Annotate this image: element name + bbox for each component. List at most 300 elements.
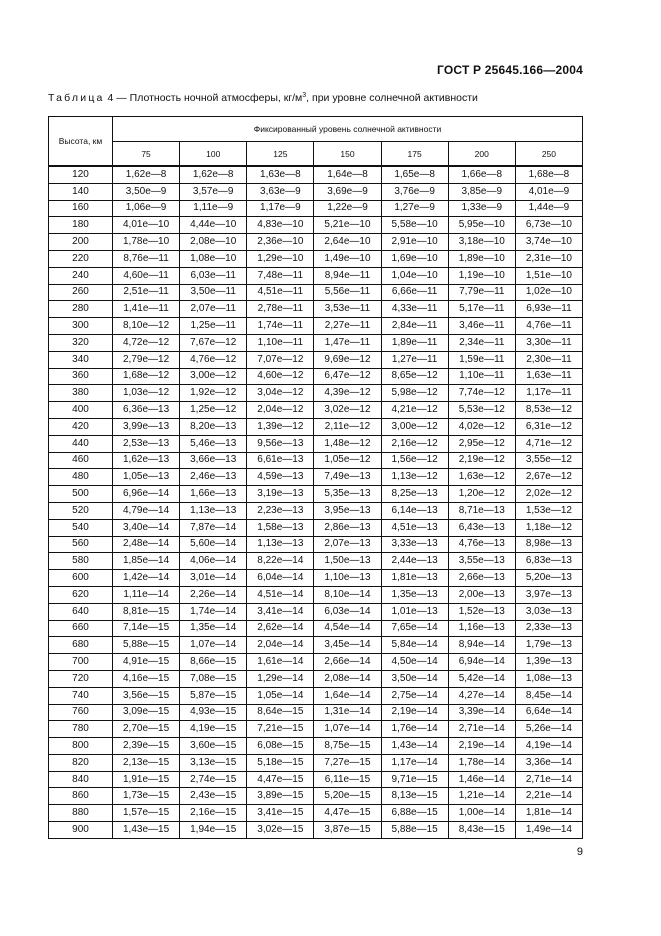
altitude-cell: 680 bbox=[49, 637, 113, 654]
density-cell: 6,43e—13 bbox=[448, 519, 515, 536]
density-cell: 3,03e—13 bbox=[515, 603, 582, 620]
density-cell: 6,04e—14 bbox=[247, 570, 314, 587]
density-cell: 1,17e—14 bbox=[381, 754, 448, 771]
density-cell: 3,60e—15 bbox=[180, 738, 247, 755]
altitude-cell: 360 bbox=[49, 368, 113, 385]
density-cell: 5,26e—14 bbox=[515, 721, 582, 738]
density-cell: 8,81e—15 bbox=[113, 603, 180, 620]
density-cell: 3,19e—13 bbox=[247, 486, 314, 503]
density-cell: 2,30e—11 bbox=[515, 351, 582, 368]
table-row bbox=[49, 402, 583, 419]
density-cell: 1,19e—10 bbox=[448, 267, 515, 284]
density-cell: 2,27e—11 bbox=[314, 318, 381, 335]
altitude-cell: 780 bbox=[49, 721, 113, 738]
density-cell: 4,01e—10 bbox=[113, 217, 180, 234]
solar-level-header: 125 bbox=[247, 142, 314, 167]
density-cell: 8,45e—14 bbox=[515, 687, 582, 704]
density-cell: 3,74e—10 bbox=[515, 234, 582, 251]
density-cell: 6,94e—14 bbox=[448, 654, 515, 671]
density-cell: 1,05e—13 bbox=[113, 469, 180, 486]
table-row bbox=[49, 385, 583, 402]
density-cell: 1,13e—13 bbox=[247, 536, 314, 553]
density-cell: 1,35e—13 bbox=[381, 586, 448, 603]
density-cell: 1,31e—14 bbox=[314, 704, 381, 721]
density-table bbox=[48, 116, 583, 839]
density-cell: 6,96e—14 bbox=[113, 486, 180, 503]
density-cell: 1,76e—14 bbox=[381, 721, 448, 738]
density-cell: 3,50e—14 bbox=[381, 670, 448, 687]
table-row bbox=[49, 452, 583, 469]
density-cell: 3,99e—13 bbox=[113, 418, 180, 435]
density-cell: 8,75e—15 bbox=[314, 738, 381, 755]
density-cell: 1,29e—14 bbox=[247, 670, 314, 687]
density-cell: 3,41e—15 bbox=[247, 805, 314, 822]
density-cell: 1,05e—14 bbox=[247, 687, 314, 704]
density-cell: 1,49e—14 bbox=[515, 822, 582, 839]
density-cell: 7,49e—13 bbox=[314, 469, 381, 486]
density-cell: 3,85e—9 bbox=[448, 183, 515, 200]
density-cell: 7,21e—15 bbox=[247, 721, 314, 738]
density-cell: 1,43e—15 bbox=[113, 822, 180, 839]
density-cell: 6,73e—10 bbox=[515, 217, 582, 234]
density-cell: 8,98e—13 bbox=[515, 536, 582, 553]
density-cell: 2,75e—14 bbox=[381, 687, 448, 704]
density-cell: 1,61e—14 bbox=[247, 654, 314, 671]
density-cell: 1,89e—10 bbox=[448, 250, 515, 267]
table-row bbox=[49, 519, 583, 536]
table-row bbox=[49, 351, 583, 368]
altitude-cell: 160 bbox=[49, 200, 113, 217]
density-cell: 5,56e—11 bbox=[314, 284, 381, 301]
density-cell: 1,63e—12 bbox=[448, 469, 515, 486]
density-cell: 1,22e—9 bbox=[314, 200, 381, 217]
density-cell: 5,42e—14 bbox=[448, 670, 515, 687]
density-cell: 5,18e—15 bbox=[247, 754, 314, 771]
solar-activity-group-header: Фиксированный уровень солнечной активности bbox=[113, 117, 583, 142]
table-row bbox=[49, 166, 583, 183]
density-cell: 3,04e—12 bbox=[247, 385, 314, 402]
caption-number: 4 bbox=[107, 92, 114, 104]
density-cell: 4,44e—10 bbox=[180, 217, 247, 234]
density-cell: 1,46e—14 bbox=[448, 771, 515, 788]
altitude-cell: 320 bbox=[49, 334, 113, 351]
density-cell: 1,66e—13 bbox=[180, 486, 247, 503]
table-row bbox=[49, 788, 583, 805]
table-row bbox=[49, 553, 583, 570]
density-cell: 1,63e—11 bbox=[515, 368, 582, 385]
density-cell: 2,16e—12 bbox=[381, 435, 448, 452]
table-row bbox=[49, 687, 583, 704]
altitude-cell: 480 bbox=[49, 469, 113, 486]
density-cell: 5,17e—11 bbox=[448, 301, 515, 318]
density-cell: 1,39e—13 bbox=[515, 654, 582, 671]
density-cell: 5,58e—10 bbox=[381, 217, 448, 234]
density-cell: 3,56e—15 bbox=[113, 687, 180, 704]
density-cell: 4,54e—14 bbox=[314, 620, 381, 637]
density-cell: 3,39e—14 bbox=[448, 704, 515, 721]
density-cell: 2,21e—14 bbox=[515, 788, 582, 805]
density-cell: 1,79e—13 bbox=[515, 637, 582, 654]
altitude-cell: 380 bbox=[49, 385, 113, 402]
density-cell: 5,20e—15 bbox=[314, 788, 381, 805]
altitude-cell: 260 bbox=[49, 284, 113, 301]
density-cell: 2,02e—12 bbox=[515, 486, 582, 503]
density-cell: 3,50e—11 bbox=[180, 284, 247, 301]
density-cell: 8,13e—15 bbox=[381, 788, 448, 805]
density-cell: 2,33e—13 bbox=[515, 620, 582, 637]
density-cell: 8,10e—14 bbox=[314, 586, 381, 603]
density-cell: 1,48e—12 bbox=[314, 435, 381, 452]
density-cell: 3,40e—14 bbox=[113, 519, 180, 536]
density-cell: 1,89e—11 bbox=[381, 334, 448, 351]
altitude-cell: 840 bbox=[49, 771, 113, 788]
density-cell: 4,59e—13 bbox=[247, 469, 314, 486]
density-cell: 4,91e—15 bbox=[113, 654, 180, 671]
table-row bbox=[49, 502, 583, 519]
density-cell: 6,36e—13 bbox=[113, 402, 180, 419]
density-cell: 4,51e—14 bbox=[247, 586, 314, 603]
density-cell: 2,71e—14 bbox=[515, 771, 582, 788]
density-cell: 1,52e—13 bbox=[448, 603, 515, 620]
density-cell: 2,66e—13 bbox=[448, 570, 515, 587]
density-cell: 1,00e—14 bbox=[448, 805, 515, 822]
density-cell: 1,10e—13 bbox=[314, 570, 381, 587]
altitude-cell: 580 bbox=[49, 553, 113, 570]
density-cell: 2,74e—15 bbox=[180, 771, 247, 788]
density-cell: 4,21e—12 bbox=[381, 402, 448, 419]
density-cell: 2,64e—10 bbox=[314, 234, 381, 251]
density-cell: 1,62e—8 bbox=[180, 166, 247, 183]
density-cell: 4,51e—13 bbox=[381, 519, 448, 536]
table-row bbox=[49, 721, 583, 738]
density-cell: 7,87e—14 bbox=[180, 519, 247, 536]
density-cell: 2,08e—14 bbox=[314, 670, 381, 687]
density-cell: 3,18e—10 bbox=[448, 234, 515, 251]
density-cell: 2,13e—15 bbox=[113, 754, 180, 771]
density-cell: 1,18e—12 bbox=[515, 519, 582, 536]
density-cell: 2,08e—10 bbox=[180, 234, 247, 251]
density-cell: 2,07e—11 bbox=[180, 301, 247, 318]
density-cell: 2,00e—13 bbox=[448, 586, 515, 603]
density-cell: 3,46e—11 bbox=[448, 318, 515, 335]
table-row bbox=[49, 301, 583, 318]
density-cell: 1,10e—11 bbox=[448, 368, 515, 385]
density-cell: 2,19e—12 bbox=[448, 452, 515, 469]
table-row bbox=[49, 200, 583, 217]
table-row bbox=[49, 620, 583, 637]
density-cell: 1,27e—9 bbox=[381, 200, 448, 217]
density-cell: 7,07e—12 bbox=[247, 351, 314, 368]
density-cell: 1,92e—12 bbox=[180, 385, 247, 402]
altitude-cell: 200 bbox=[49, 234, 113, 251]
density-cell: 3,13e—15 bbox=[180, 754, 247, 771]
table-row bbox=[49, 250, 583, 267]
density-cell: 3,50e—9 bbox=[113, 183, 180, 200]
solar-level-header: 75 bbox=[113, 142, 180, 167]
density-cell: 1,02e—10 bbox=[515, 284, 582, 301]
density-cell: 2,46e—13 bbox=[180, 469, 247, 486]
density-cell: 3,09e—15 bbox=[113, 704, 180, 721]
density-cell: 1,81e—14 bbox=[515, 805, 582, 822]
density-cell: 5,53e—12 bbox=[448, 402, 515, 419]
density-cell: 1,85e—14 bbox=[113, 553, 180, 570]
density-cell: 1,65e—8 bbox=[381, 166, 448, 183]
density-cell: 2,51e—11 bbox=[113, 284, 180, 301]
table-row bbox=[49, 318, 583, 335]
density-cell: 1,29e—10 bbox=[247, 250, 314, 267]
density-cell: 2,95e—12 bbox=[448, 435, 515, 452]
density-cell: 6,31e—12 bbox=[515, 418, 582, 435]
table-row bbox=[49, 435, 583, 452]
table-row bbox=[49, 469, 583, 486]
density-cell: 1,20e—12 bbox=[448, 486, 515, 503]
density-cell: 3,45e—14 bbox=[314, 637, 381, 654]
altitude-cell: 820 bbox=[49, 754, 113, 771]
density-cell: 3,97e—13 bbox=[515, 586, 582, 603]
density-cell: 1,62e—8 bbox=[113, 166, 180, 183]
density-cell: 6,64e—14 bbox=[515, 704, 582, 721]
density-cell: 8,66e—15 bbox=[180, 654, 247, 671]
density-cell: 1,35e—14 bbox=[180, 620, 247, 637]
density-cell: 8,25e—13 bbox=[381, 486, 448, 503]
density-cell: 6,66e—11 bbox=[381, 284, 448, 301]
solar-level-header: 250 bbox=[515, 142, 582, 167]
density-cell: 3,00e—12 bbox=[180, 368, 247, 385]
table-row bbox=[49, 704, 583, 721]
density-cell: 2,66e—14 bbox=[314, 654, 381, 671]
density-cell: 4,60e—11 bbox=[113, 267, 180, 284]
density-cell: 1,07e—14 bbox=[180, 637, 247, 654]
density-cell: 2,44e—13 bbox=[381, 553, 448, 570]
altitude-cell: 720 bbox=[49, 670, 113, 687]
density-cell: 1,94e—15 bbox=[180, 822, 247, 839]
density-cell: 6,03e—11 bbox=[180, 267, 247, 284]
density-cell: 6,03e—14 bbox=[314, 603, 381, 620]
density-cell: 2,19e—14 bbox=[381, 704, 448, 721]
table-row bbox=[49, 570, 583, 587]
altitude-cell: 420 bbox=[49, 418, 113, 435]
density-cell: 7,14e—15 bbox=[113, 620, 180, 637]
density-cell: 4,93e—15 bbox=[180, 704, 247, 721]
density-cell: 4,19e—14 bbox=[515, 738, 582, 755]
density-cell: 1,04e—10 bbox=[381, 267, 448, 284]
solar-level-header: 100 bbox=[180, 142, 247, 167]
density-cell: 2,36e—10 bbox=[247, 234, 314, 251]
density-cell: 1,06e—9 bbox=[113, 200, 180, 217]
density-cell: 2,86e—13 bbox=[314, 519, 381, 536]
altitude-cell: 140 bbox=[49, 183, 113, 200]
density-cell: 4,83e—10 bbox=[247, 217, 314, 234]
density-cell: 9,56e—13 bbox=[247, 435, 314, 452]
altitude-cell: 620 bbox=[49, 586, 113, 603]
table-row bbox=[49, 334, 583, 351]
density-cell: 1,69e—10 bbox=[381, 250, 448, 267]
density-cell: 5,88e—15 bbox=[381, 822, 448, 839]
density-cell: 1,62e—13 bbox=[113, 452, 180, 469]
density-cell: 9,69e—12 bbox=[314, 351, 381, 368]
density-cell: 3,36e—14 bbox=[515, 754, 582, 771]
density-cell: 1,33e—9 bbox=[448, 200, 515, 217]
altitude-cell: 660 bbox=[49, 620, 113, 637]
density-cell: 1,91e—15 bbox=[113, 771, 180, 788]
density-cell: 8,71e—13 bbox=[448, 502, 515, 519]
density-cell: 2,62e—14 bbox=[247, 620, 314, 637]
density-cell: 4,16e—15 bbox=[113, 670, 180, 687]
altitude-cell: 500 bbox=[49, 486, 113, 503]
density-cell: 1,43e—14 bbox=[381, 738, 448, 755]
density-cell: 5,46e—13 bbox=[180, 435, 247, 452]
density-cell: 1,13e—13 bbox=[180, 502, 247, 519]
density-cell: 1,27e—11 bbox=[381, 351, 448, 368]
density-cell: 1,51e—10 bbox=[515, 267, 582, 284]
density-cell: 8,22e—14 bbox=[247, 553, 314, 570]
density-cell: 7,48e—11 bbox=[247, 267, 314, 284]
altitude-cell: 640 bbox=[49, 603, 113, 620]
density-cell: 6,14e—13 bbox=[381, 502, 448, 519]
density-cell: 8,94e—11 bbox=[314, 267, 381, 284]
density-cell: 1,17e—11 bbox=[515, 385, 582, 402]
density-cell: 4,27e—14 bbox=[448, 687, 515, 704]
density-cell: 4,72e—12 bbox=[113, 334, 180, 351]
density-cell: 6,88e—15 bbox=[381, 805, 448, 822]
caption-text: — Плотность ночной атмосферы, кг/м bbox=[116, 92, 303, 104]
density-cell: 1,50e—13 bbox=[314, 553, 381, 570]
density-cell: 2,79e—12 bbox=[113, 351, 180, 368]
density-cell: 1,03e—12 bbox=[113, 385, 180, 402]
density-cell: 5,98e—12 bbox=[381, 385, 448, 402]
density-cell: 1,53e—12 bbox=[515, 502, 582, 519]
density-cell: 1,73e—15 bbox=[113, 788, 180, 805]
density-cell: 2,07e—13 bbox=[314, 536, 381, 553]
density-cell: 1,11e—14 bbox=[113, 586, 180, 603]
density-cell: 1,78e—10 bbox=[113, 234, 180, 251]
table-row bbox=[49, 217, 583, 234]
altitude-cell: 280 bbox=[49, 301, 113, 318]
density-cell: 4,06e—14 bbox=[180, 553, 247, 570]
table-row bbox=[49, 654, 583, 671]
altitude-cell: 800 bbox=[49, 738, 113, 755]
density-cell: 2,26e—14 bbox=[180, 586, 247, 603]
density-cell: 6,61e—13 bbox=[247, 452, 314, 469]
density-cell: 1,13e—12 bbox=[381, 469, 448, 486]
table-row bbox=[49, 486, 583, 503]
density-cell: 3,63e—9 bbox=[247, 183, 314, 200]
density-cell: 3,33e—13 bbox=[381, 536, 448, 553]
density-cell: 3,01e—14 bbox=[180, 570, 247, 587]
altitude-cell: 340 bbox=[49, 351, 113, 368]
table-row bbox=[49, 738, 583, 755]
altitude-cell: 180 bbox=[49, 217, 113, 234]
table-row bbox=[49, 267, 583, 284]
altitude-cell: 520 bbox=[49, 502, 113, 519]
density-cell: 3,00e—12 bbox=[381, 418, 448, 435]
density-cell: 8,20e—13 bbox=[180, 418, 247, 435]
density-cell: 5,35e—13 bbox=[314, 486, 381, 503]
density-cell: 5,60e—14 bbox=[180, 536, 247, 553]
density-cell: 2,53e—13 bbox=[113, 435, 180, 452]
altitude-cell: 560 bbox=[49, 536, 113, 553]
density-cell: 2,70e—15 bbox=[113, 721, 180, 738]
density-cell: 1,74e—11 bbox=[247, 318, 314, 335]
density-cell: 6,11e—15 bbox=[314, 771, 381, 788]
density-cell: 4,33e—11 bbox=[381, 301, 448, 318]
density-cell: 1,49e—10 bbox=[314, 250, 381, 267]
density-cell: 3,41e—14 bbox=[247, 603, 314, 620]
density-cell: 1,42e—14 bbox=[113, 570, 180, 587]
density-cell: 6,93e—11 bbox=[515, 301, 582, 318]
density-cell: 2,48e—14 bbox=[113, 536, 180, 553]
density-cell: 1,01e—13 bbox=[381, 603, 448, 620]
density-cell: 4,76e—12 bbox=[180, 351, 247, 368]
table-row bbox=[49, 670, 583, 687]
density-cell: 1,59e—11 bbox=[448, 351, 515, 368]
density-cell: 1,63e—8 bbox=[247, 166, 314, 183]
density-cell: 2,84e—11 bbox=[381, 318, 448, 335]
density-cell: 3,89e—15 bbox=[247, 788, 314, 805]
density-cell: 1,41e—11 bbox=[113, 301, 180, 318]
density-cell: 1,17e—9 bbox=[247, 200, 314, 217]
density-cell: 5,87e—15 bbox=[180, 687, 247, 704]
density-cell: 2,43e—15 bbox=[180, 788, 247, 805]
table-row bbox=[49, 771, 583, 788]
density-cell: 1,16e—13 bbox=[448, 620, 515, 637]
density-cell: 1,08e—10 bbox=[180, 250, 247, 267]
density-cell: 1,68e—12 bbox=[113, 368, 180, 385]
density-cell: 3,53e—11 bbox=[314, 301, 381, 318]
density-cell: 1,64e—8 bbox=[314, 166, 381, 183]
density-cell: 2,39e—15 bbox=[113, 738, 180, 755]
density-cell: 3,02e—12 bbox=[314, 402, 381, 419]
altitude-cell: 600 bbox=[49, 570, 113, 587]
density-cell: 6,83e—13 bbox=[515, 553, 582, 570]
table-body bbox=[49, 166, 583, 838]
table-row bbox=[49, 183, 583, 200]
altitude-header: Высота, км bbox=[49, 117, 113, 167]
table-row bbox=[49, 805, 583, 822]
density-cell: 1,08e—13 bbox=[515, 670, 582, 687]
density-cell: 1,58e—13 bbox=[247, 519, 314, 536]
altitude-cell: 700 bbox=[49, 654, 113, 671]
density-cell: 2,34e—11 bbox=[448, 334, 515, 351]
density-cell: 5,95e—10 bbox=[448, 217, 515, 234]
density-cell: 5,88e—15 bbox=[113, 637, 180, 654]
density-cell: 5,84e—14 bbox=[381, 637, 448, 654]
density-cell: 1,07e—14 bbox=[314, 721, 381, 738]
document-code: ГОСТ Р 25645.166—2004 bbox=[437, 63, 583, 77]
density-cell: 2,19e—14 bbox=[448, 738, 515, 755]
density-cell: 7,79e—11 bbox=[448, 284, 515, 301]
solar-level-header: 175 bbox=[381, 142, 448, 167]
density-cell: 1,74e—14 bbox=[180, 603, 247, 620]
density-cell: 2,31e—10 bbox=[515, 250, 582, 267]
density-cell: 4,51e—11 bbox=[247, 284, 314, 301]
density-cell: 2,91e—10 bbox=[381, 234, 448, 251]
density-cell: 3,87e—15 bbox=[314, 822, 381, 839]
altitude-cell: 860 bbox=[49, 788, 113, 805]
density-cell: 4,47e—15 bbox=[247, 771, 314, 788]
density-cell: 1,25e—11 bbox=[180, 318, 247, 335]
density-cell: 3,55e—12 bbox=[515, 452, 582, 469]
solar-level-header: 150 bbox=[314, 142, 381, 167]
density-cell: 7,65e—14 bbox=[381, 620, 448, 637]
altitude-cell: 300 bbox=[49, 318, 113, 335]
density-cell: 8,65e—12 bbox=[381, 368, 448, 385]
table-caption bbox=[48, 92, 478, 104]
density-cell: 3,30e—11 bbox=[515, 334, 582, 351]
density-cell: 1,56e—12 bbox=[381, 452, 448, 469]
altitude-cell: 400 bbox=[49, 402, 113, 419]
density-cell: 3,69e—9 bbox=[314, 183, 381, 200]
